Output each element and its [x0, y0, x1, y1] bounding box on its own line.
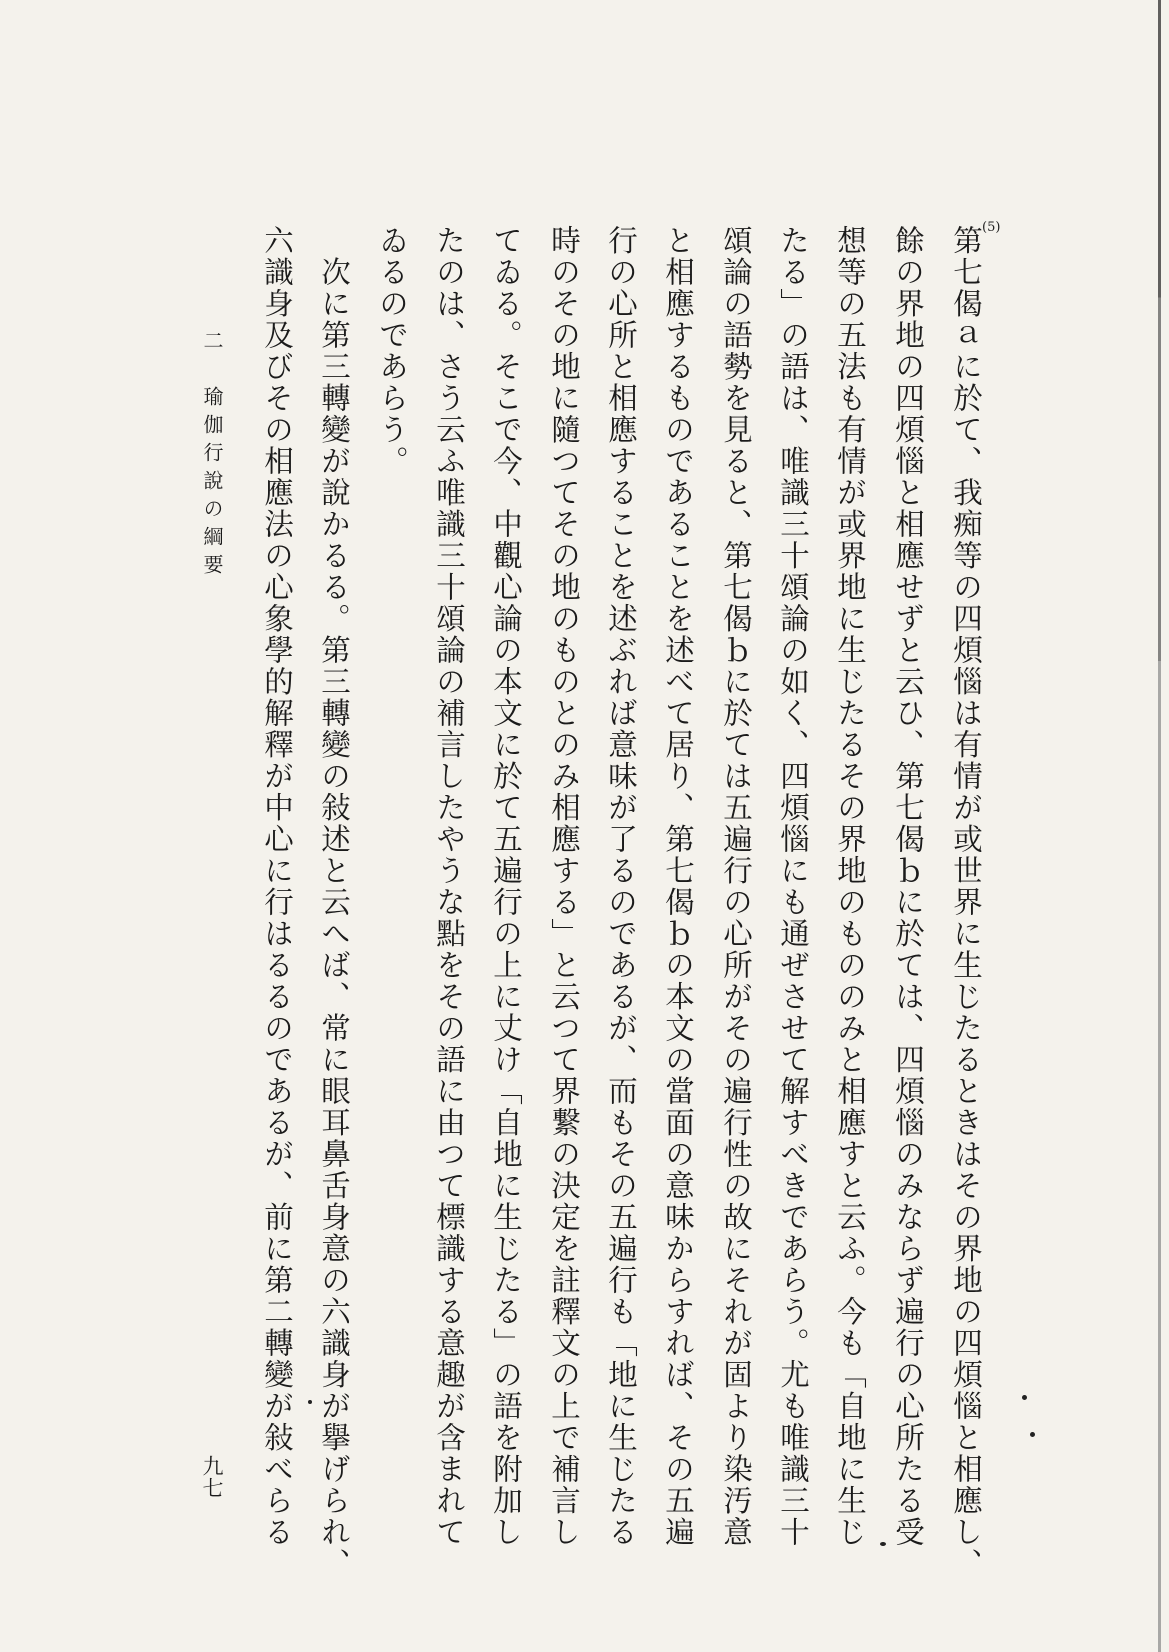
text-column-11: ゐるのであらう。 [375, 225, 409, 477]
print-speck [308, 1400, 312, 1404]
running-head: 二 瑜伽行說の綱要 [200, 330, 224, 582]
text-column-4: たる」の語は、唯識三十頌論の如く、四煩惱にも通ぜさせて解すべきであらう。尤も唯識三十 [776, 225, 810, 1548]
text-column-2: 餘の界地の四煩惱と相應せずと云ひ、第七偈ｂに於ては、四煩惱のみならず遍行の心所たる受 [891, 225, 925, 1548]
text-column-12: 次に第三轉變が說かるる。第三轉變の敍述と云へば、常に眼耳鼻舌身意の六識身が擧げられ、 [317, 225, 351, 1580]
text-column-9: てゐる。そこで今、中觀心論の本文に於て五遍行の上に丈け「自地に生じたる」の語を附加し [489, 225, 523, 1548]
page-number: 九七 [200, 1455, 224, 1499]
text-column-1: 第七偈ａに於て、我痴等の四煩惱は有情が或世界に生じたるときはその界地の四煩惱と相應し、 [949, 225, 983, 1580]
print-speck [880, 1542, 886, 1546]
page-edge-shadow [1158, 0, 1161, 1652]
footnote-marker: (5) [982, 220, 1001, 235]
text-column-8: 時のその地に隨つてその地のものとのみ相應する」と云つて界繋の決定を註釋文の上で補言し [547, 225, 581, 1548]
print-speck [1030, 1432, 1035, 1437]
text-column-7: 行の心所と相應することを述ぶれば意味が了るのであるが、而もその五遍行も「地に生じたる [604, 225, 638, 1548]
text-column-5: 頌論の語勢を見ると、第七偈ｂに於ては五遍行の心所がその遍行性の故にそれが固より染汚意 [719, 225, 753, 1548]
text-column-13: 六識身及びその相應法の心象學的解釋が中心に行はるるのであるが、前に第二轉變が敍べらる [260, 225, 294, 1548]
text-column-6: と相應するものであることを述べて居り、第七偈ｂの本文の當面の意味からすれば、その五遍 [661, 225, 695, 1548]
text-column-3: 想等の五法も有情が或界地に生じたるその界地のもののみと相應すと云ふ。今も「自地に生じ [833, 225, 867, 1548]
print-speck [1022, 1395, 1027, 1400]
text-column-10: たのは、さう云ふ唯識三十頌論の補言したやうな點をその語に由つて標識する意趣が含まれて [432, 225, 466, 1548]
